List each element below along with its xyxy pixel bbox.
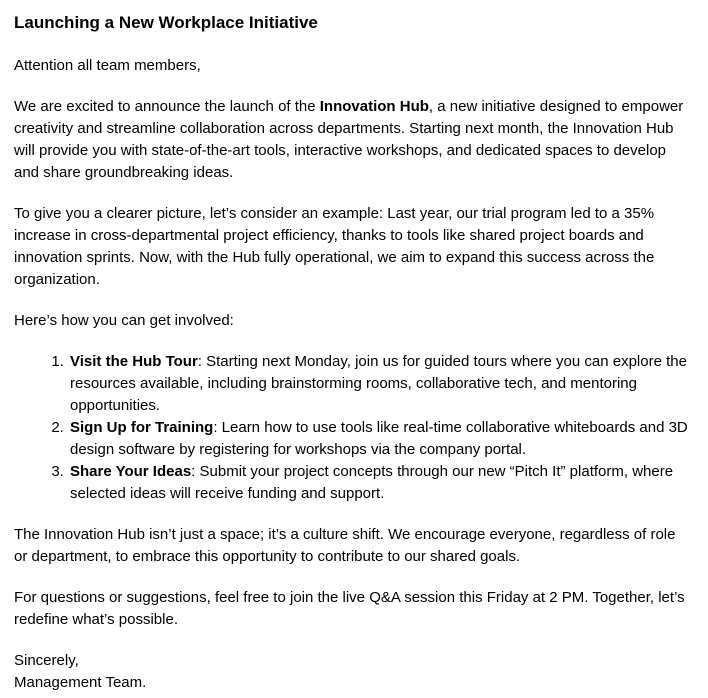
page-title: Launching a New Workplace Initiative	[14, 13, 318, 32]
intro-text-before: We are excited to announce the launch of the	[14, 98, 320, 115]
list-item-lead-bold: Visit the Hub Tour	[70, 353, 198, 370]
intro-paragraph	[14, 96, 692, 184]
list-item	[68, 417, 692, 461]
greeting-line: Attention all team members,	[14, 57, 201, 74]
list-item-lead-bold: Share Your Ideas	[70, 463, 192, 480]
signoff-block	[14, 650, 692, 694]
list-item-text: : Starting next Monday, join us for guided tours where you can explore the resources available, including brainstorming rooms, collaborative tech, and mentoring opportunities.	[70, 353, 687, 414]
list-item	[68, 461, 692, 505]
list-intro-line: Here’s how you can get involved:	[14, 312, 234, 329]
list-item-lead-bold: Sign Up for Training	[70, 419, 214, 436]
list-item-text: : Submit your project concepts through our new “Pitch It” platform, where selected ideas will receive funding and support.	[70, 463, 674, 502]
innovation-hub-bold: Innovation Hub	[319, 98, 429, 115]
list-item	[68, 351, 692, 417]
list-item-text: : Learn how to use tools like real-time collaborative whiteboards and 3D design software by registering for workshops via the company portal.	[70, 419, 688, 458]
announcement-document	[0, 13, 708, 694]
example-paragraph: To give you a clearer picture, let’s consider an example: Last year, our trial program led to a 35% increase in cross-departmental project efficiency, thanks to tools like shared project boards and innovation sprints. Now, with the Hub fully operational, we aim to expand this success across the organization.	[14, 205, 655, 288]
qa-paragraph: For questions or suggestions, feel free to join the live Q&A session this Friday at 2 PM. Together, let’s redefine what’s possible.	[14, 589, 685, 628]
intro-text-after: , a new initiative designed to empower creativity and streamline collaboration across departments. Starting next month, the Innovation Hub will provide you with state-of-the-art tools, interactive workshops, and dedicated spaces to develop and share groundbreaking ideas.	[14, 98, 684, 181]
involvement-list	[14, 351, 692, 505]
signoff-line: Sincerely,	[14, 652, 79, 669]
signoff-sender: Management Team.	[14, 674, 147, 691]
culture-paragraph: The Innovation Hub isn’t just a space; it’s a culture shift. We encourage everyone, regardless of role or department, to embrace this opportunity to contribute to our shared goals.	[14, 526, 676, 565]
